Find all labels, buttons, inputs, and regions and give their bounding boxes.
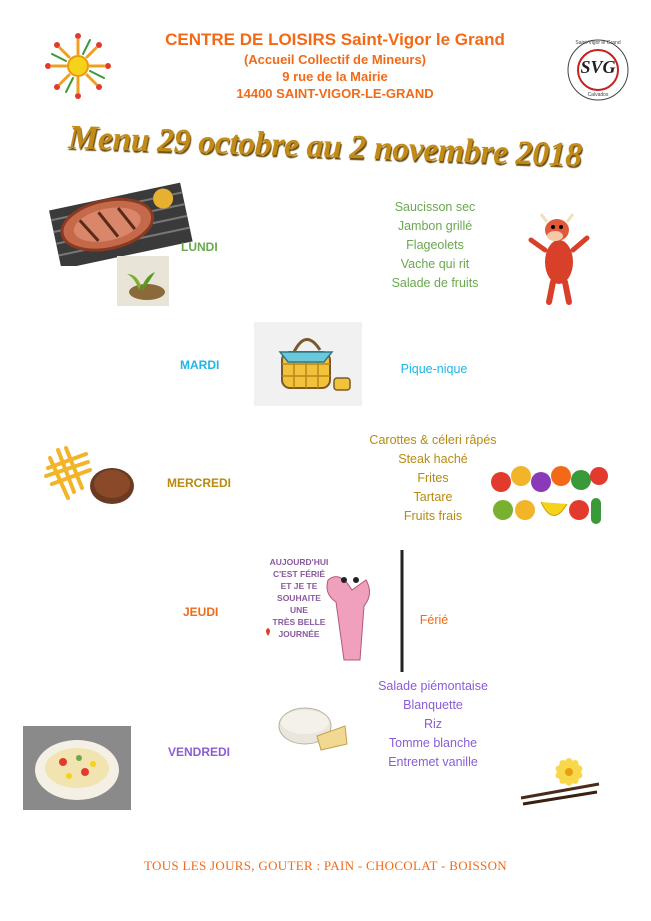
menu-item: Vache qui rit [400,257,470,271]
day-label-vendredi: VENDREDI [168,745,231,759]
menu-item: Fruits frais [403,509,463,523]
sun-logo [42,30,114,102]
center-address: 9 rue de la Mairie [282,69,388,84]
menu-mardi [380,360,488,379]
menu-item: Jambon grillé [397,219,473,233]
menu-item: Riz [423,717,443,731]
cow-cartoon-image [527,210,593,306]
town-logo-ring-top: Saint-Vigor le Grand [575,40,621,46]
town-logo [566,38,630,102]
picnic-basket-image [254,322,362,406]
holiday-message-line: SOUHAITE [277,593,321,603]
menu-item: Salade de fruits [391,276,479,290]
menu-title: Menu 29 octobre au 2 novembre 2018 [67,119,583,174]
holiday-message-line: ET JE TE [280,581,318,591]
fruits-vegetables-image [487,458,611,530]
menu-item: Tartare [413,490,453,504]
town-logo-ring-bottom: Calvados [587,92,609,98]
steak-fries-image [38,440,138,512]
sprout-image [117,256,169,306]
center-subtitle: (Accueil Collectif de Mineurs) [243,52,427,67]
menu-item: Blanquette [403,698,463,712]
holiday-message-line: C'EST FÉRIÉ [272,569,326,579]
holiday-message-line: AUJOURD'HUI [269,557,329,567]
day-label-jeudi: JEUDI [183,605,219,619]
menu-jeudi [404,611,464,630]
menu-vendredi [363,677,503,772]
cheese-image [271,696,353,754]
town-logo-monogram: SVG [580,57,616,77]
menu-item: Férié [419,613,449,627]
menu-item: Salade piémontaise [378,679,488,693]
grilled-ham-image [45,178,195,266]
menu-lundi [370,198,500,293]
menu-item: Entremet vanille [388,755,478,769]
menu-item: Flageolets [406,238,464,252]
menu-item: Carottes & céleri râpés [369,433,497,447]
menu-item: Steak haché [398,452,468,466]
day-label-mardi: MARDI [180,358,220,372]
menu-item: Frites [417,471,449,485]
daily-snack-footer: TOUS LES JOURS, GOUTER : PAIN - CHOCOLAT - BOISSON [144,858,507,873]
menu-item: Saucisson sec [394,200,476,214]
center-city: 14400 SAINT-VIGOR-LE-GRAND [236,86,434,101]
holiday-message-line: JOURNÉE [278,629,320,639]
holiday-message [254,556,344,640]
day-label-mercredi: MERCREDI [167,476,232,490]
day-label-lundi: LUNDI [181,240,218,254]
holiday-message-line: UNE [290,605,308,615]
center-name: CENTRE DE LOISIRS Saint-Vigor le Grand [165,30,505,49]
piedmont-salad-image [23,726,131,810]
pink-panther-holiday-image [240,550,406,672]
vanilla-flower-image [515,748,605,810]
menu-item: Tomme blanche [388,736,478,750]
holiday-message-line: TRÈS BELLE [272,617,326,627]
menu-item: Pique-nique [400,362,468,376]
